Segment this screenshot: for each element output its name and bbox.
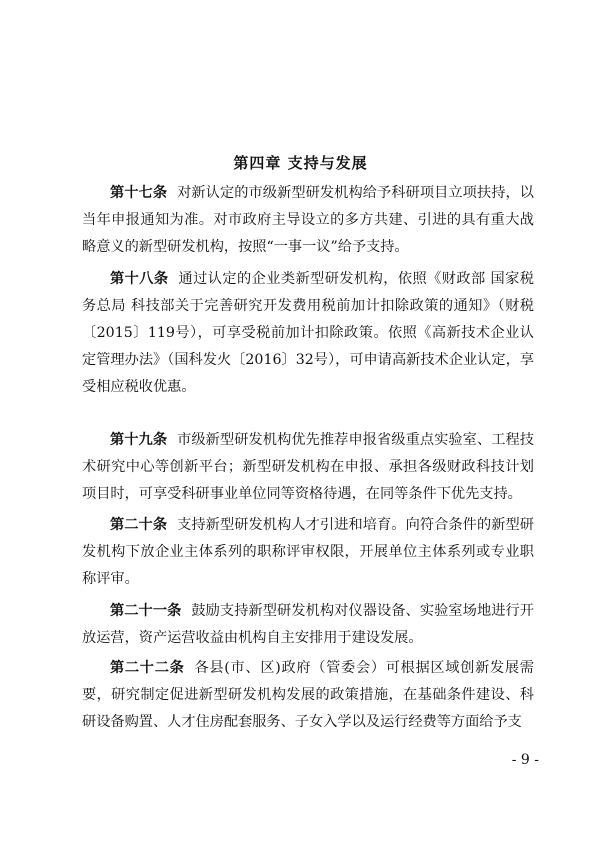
article-text: 对新认定的市级新型研发机构给予科研项目立项扶持，以当年申报通知为准。对市政府主导设立的多方共建、引进的具有重大战略意义的新型研发机构，按照“一事一议”给予支持。: [82, 185, 534, 255]
chapter-title: 第四章 支持与发展: [233, 154, 368, 172]
article-18: [82, 266, 534, 401]
article-label: 第二十二条: [110, 660, 185, 676]
article-text: 支持新型研发机构人才引进和培育。向符合条件的新型研发机构下放企业主体系列的职称评审权限，开展单位主体系列或专业职称评审。: [82, 517, 534, 587]
article-label: 第十七条: [110, 185, 168, 201]
article-label: 第二十条: [110, 517, 168, 533]
article-19: [82, 427, 534, 508]
article-text: 各县(市、区)政府（管委会）可根据区域创新发展需要，研究制定促进新型研发机构发展的政策措施，在基础条件建设、科研设备购置、人才住房配套服务、子女入学以及运行经费等方面给予支: [82, 660, 534, 730]
page-number: - 9 -: [511, 752, 539, 768]
article-text: 市级新型研发机构优先推荐申报省级重点实验室、工程技术研究中心等创新平台；新型研发机构在申报、承担各级财政科技计划项目时，可享受科研事业单位同等资格待遇，在同等条件下优先支持。: [82, 432, 534, 502]
article-22: [82, 655, 534, 736]
article-text: 鼓励支持新型研发机构对仪器设备、实验室场地进行开放运营，资产运营收益由机构自主安排用于建设发展。: [82, 603, 534, 646]
article-label: 第十八条: [110, 271, 169, 287]
article-text: 通过认定的企业类新型研发机构，依照《财政部 国家税务总局 科技部关于完善研究开发费用税前加计扣除政策的通知》（财税〔2015〕119号），可享受税前加计扣除政策。依照《高新技术企业认定管理办法》（国科发火〔2016〕32号），可申请高新技术企业认定，享受相应税收优惠。: [82, 271, 534, 395]
article-20: [82, 512, 534, 593]
article-17: [82, 180, 534, 261]
article-label: 第二十一条: [110, 603, 182, 619]
article-label: 第十九条: [110, 432, 168, 448]
article-21: [82, 598, 534, 652]
